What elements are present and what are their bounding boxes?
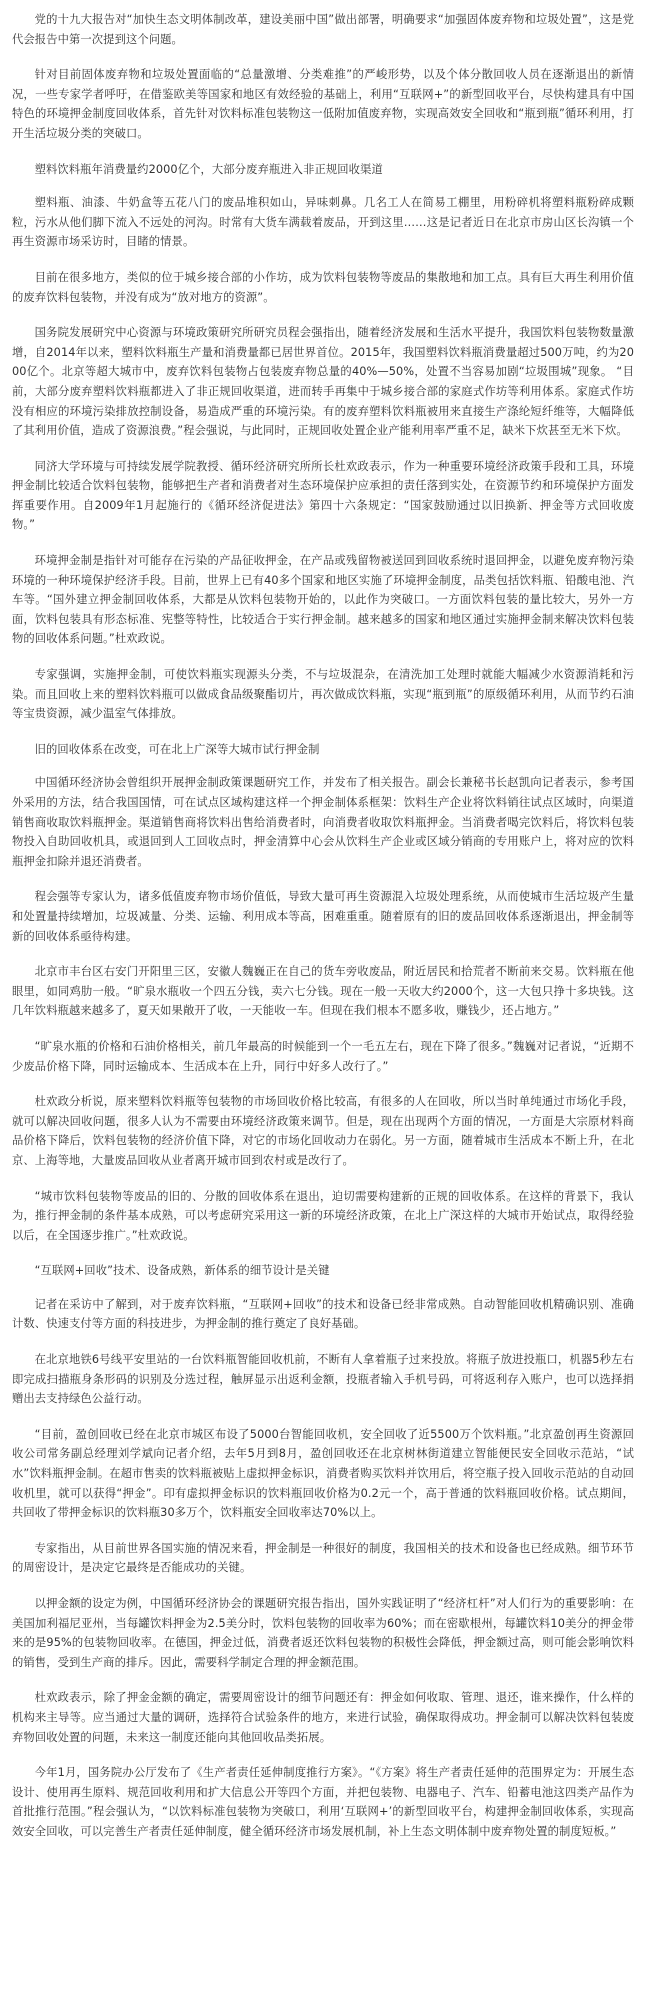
section-subheading: 旧的回收体系在改变，可在北上广深等大城市试行押金制 <box>34 742 320 756</box>
article-paragraph: 专家强调，实施押金制，可使饮料瓶实现源头分类，不与垃圾混杂，在清洗加工处理时就能大幅减少水资源消耗和污染。而且回收上来的塑料饮料瓶可以做成食品级聚酯切片，再次做成饮料瓶，实现“瓶到瓶”的原级循环利用，从而节约石油等宝贵资源，减少温室气体排放。 <box>12 668 634 721</box>
article-paragraph: 环境押金制是指针对可能存在污染的产品征收押金，在产品或残留物被送回到回收系统时退回押金，以避免废弃物污染环境的一种环境保护经济手段。目前，世界上已有40多个国家和地区实施了环境押金制度，品类包括饮料瓶、铅酸电池、汽车等。“国外建立押金制回收体系，大都是从饮料包装物开始的，以此作为突破口。一方面饮料包装的量比较大，另外一方面，饮料包装具有形态标准、宪整等特性，比较适合于实行押金制。越来越多的国家和地区通过实施押金制来解决饮料包装物的回收体系问题。”杜欢政说。 <box>12 554 634 646</box>
article-paragraph: 国务院发展研究中心资源与环境政策研究所研究员程会强指出，随着经济发展和生活水平提升，我国饮料包装物数量激增，自2014年以来，塑料饮料瓶生产量和消费量都已居世界首位。2015年，我国塑料饮料瓶消费量超过500万吨，约为2000亿个。北京等超大城市中，废弃饮料包装物占包装废弃物总量的40%—50%，处置不当容易加剧“垃圾围城”现象。 “目前，大部分废弃塑料饮料瓶都进入了非正规回收渠道，进而转手再集中于城乡接合部的家庭式作坊等利用体系。家庭式作坊没有相应的环境污染排放控制设备，易造成严重的环境污染。有的废弃塑料饮料瓶被用来直接生产涤纶短纤维等，大幅降低了其利用价值，造成了资源浪费。”程会强说，与此同时，正规回收处置企业产能利用率严重不足，缺米下炊甚至无米下炊。 <box>12 326 634 438</box>
section-subheading: 塑料饮料瓶年消费量约2000亿个，大部分废弃瓶进入非正规回收渠道 <box>34 162 383 176</box>
article-paragraph: 专家指出，从目前世界各国实施的情况来看，押金制是一种很好的制度，我国相关的技术和设备也已经成熟。细节环节的周密设计，是决定它最终是否能成功的关键。 <box>12 1541 634 1575</box>
article-paragraph: 针对目前固体废弃物和垃圾处置面临的“总量激增、分类难推”的严峻形势，以及个体分散回收人员在逐渐退出的新情况，一些专家学者呼吁，在借鉴欧美等国家和地区有效经验的基础上，利用“互联网+”的新型回收平台，尽快构建具有中国特色的环境押金制度回收体系，首先针对饮料标准包装物这一低附加值废弃物，实现高效安全回收和“瓶到瓶”循环利用，打开生活垃圾分类的突破口。 <box>12 68 634 140</box>
article-paragraph: “城市饮料包装物等废品的旧的、分散的回收体系在退出，迫切需要构建新的正规的回收体系。在这样的背景下，我认为，推行押金制的条件基本成熟，可以考虑研究采用这一新的环境经济政策，在北上广深这样的大城市开始试点，取得经验以后，在全国逐步推广。”杜欢政说。 <box>12 1189 634 1242</box>
article-paragraph: 杜欢政表示，除了押金金额的确定，需要周密设计的细节问题还有：押金如何收取、管理、退还，谁来操作，什么样的机构来主导等。应当通过大量的调研，选择符合试验条件的地方，来进行试验，确保取得成功。押金制可以解决饮料包装废弃物回收处置的问题，未来这一制度还能向其他回收品类拓展。 <box>12 1691 634 1744</box>
article-paragraph: 北京市丰台区右安门开阳里三区，安徽人魏巍正在自己的货车旁收废品，附近居民和拾荒者不断前来交易。饮料瓶在他眼里，如同鸡肋一般。“旷泉水瓶收一个四五分钱，卖六七分钱。现在一般一天收大约2000个，这一大包只挣十多块钱。这几年饮料瓶越来越多了，夏天如果敞开了收，一天能收一车。但现在我们根本不愿多收，赚钱少，还占地方。” <box>12 965 634 1018</box>
article-paragraph: 今年1月，国务院办公厅发布了《生产者责任延伸制度推行方案》。“《方案》将生产者责任延伸的范围界定为：开展生态设计、使用再生原料、规范回收利用和扩大信息公开等四个方面，并把包装物、电器电子、汽车、铅蓄电池这四类产品作为首批推行范围。”程会强认为，“以饮料标准包装物为突破口，利用‘互联网+’的新型回收平台，构建押金制回收体系，实现高效安全回收，可以完善生产者责任延伸制度，健全循环经济市场发展机制，补上生态文明体制中废弃物处置的制度短板。” <box>12 1766 634 1838</box>
article-paragraph: 杜欢政分析说，原来塑料饮料瓶等包装物的市场回收价格比较高，有很多的人在回收，所以当时单纯通过市场化手段，就可以解决回收问题，很多人认为不需要由环境经济政策来调节。但是，现在出现两个方面的情况，一方面是大宗原材料商品价格下降后，饮料包装物的经济价值下降，对它的市场化回收动力在弱化。另一方面，随着城市生活成本不断上升，在北京、上海等地，大量废品回收从业者离开城市回到农村或是改行了。 <box>12 1095 634 1167</box>
article-paragraph: “目前，盈创回收已经在北京市城区布设了5000台智能回收机，安全回收了近5500万个饮料瓶。”北京盈创再生资源回收公司常务副总经理刘学斌向记者介绍，去年5月到8月，盈创回收还在北京树林街道建立智能便民安全回收示范站，“试水”饮料瓶押金制。在超市售卖的饮料瓶被贴上虚拟押金标识，消费者购买饮料并饮用后，将空瓶子投入回收示范站的自动回收机里，就可以获得“押金”。印有虚拟押金标识的饮料瓶回收价格为0.2元一个，高于普通的饮料瓶回收价格。试点期间，共回收了带押金标识的饮料瓶30多万个，饮料瓶安全回收率达70%以上。 <box>12 1427 634 1520</box>
article-paragraph: 目前在很多地方，类似的位于城乡接合部的小作坊，成为饮料包装物等废品的集散地和加工点。具有巨大再生利用价值的废弃饮料包装物，并没有成为“放对地方的资源”。 <box>12 270 634 304</box>
article-paragraph: “旷泉水瓶的价格和石油价格相关，前几年最高的时候能到一个一毛五左右，现在下降了很多。”魏巍对记者说，“近期不少废品价格下降，同时运输成本、生活成本在上升，同行中好多人改行了。” <box>12 1039 634 1073</box>
article-paragraph: 中国循环经济协会曾组织开展押金制政策课题研究工作，并发布了相关报告。副会长兼秘书长赵凯向记者表示，参考国外采用的方法，结合我国国情，可在试点区域构建这样一个押金制体系框架：饮料生产企业将饮料销往试点区域时，向渠道销售商收取饮料瓶押金。渠道销售商将饮料出售给消费者时，向消费者收取饮料瓶押金。当消费者喝完饮料后，将饮料包装物投入自助回收机具，或退回到人工回收点时，押金清算中心会从饮料生产企业或区域分销商的专用账户上，将对应的饮料瓶押金扣除并退还消费者。 <box>12 776 634 868</box>
article-paragraph: 记者在采访中了解到，对于废弃饮料瓶，“互联网+回收”的技术和设备已经非常成熟。自动智能回收机精确识别、准确计数、快速支付等方面的科技进步，为押金制的推行奠定了良好基础。 <box>12 1297 634 1331</box>
article-paragraph: 以押金额的设定为例，中国循环经济协会的课题研究报告指出，国外实践证明了“经济杠杆”对人们行为的重要影响：在美国加利福尼亚州，当每罐饮料押金为2.5美分时，饮料包装物的回收率为60%；而在密歇根州，每罐饮料10美分的押金带来的是95%的包装物回收率。在德国，押金过低，消费者返还饮料包装物的积极性会降低，押金额过高，则可能会影响饮料的销售，受到生产商的排斥。因此，需要科学制定合理的押金额范围。 <box>12 1597 634 1669</box>
article-paragraph: 同济大学环境与可持续发展学院教授、循环经济研究所所长杜欢政表示，作为一种重要环境经济政策手段和工具，环境押金制比较适合饮料包装物，能够把生产者和消费者对生态环境保护应承担的责任落到实处，在资源节约和环境保护方面发挥重要作用。自2009年1月起施行的《循环经济促进法》第四十六条规定：“国家鼓励通过以旧换新、押金等方式回收废物。” <box>12 459 634 532</box>
article-paragraph: 在北京地铁6号线平安里站的一台饮料瓶智能回收机前，不断有人拿着瓶子过来投放。将瓶子放进投瓶口，机器5秒左右即完成扫描瓶身条形码的识别及分选过程，触屏显示出返利金额，投瓶者输入手机号码，可将返利存入账户，也可以选择捐赠出去支持绿色公益行动。 <box>12 1353 634 1406</box>
article-paragraph: 程会强等专家认为，诸多低值废弃物市场价值低，导致大量可再生资源混入垃圾处理系统，从而使城市生活垃圾产生量和处置量持续增加，垃圾减量、分类、运输、利用成本等高，困难重重。随着原有的旧的废品回收体系逐渐退出，押金制等新的回收体系亟待构建。 <box>12 890 634 943</box>
section-subheading: “互联网+回收”技术、设备成熟，新体系的细节设计是关键 <box>34 1264 330 1278</box>
article-paragraph: 党的十九大报告对“加快生态文明体制改革，建设美丽中国”做出部署，明确要求“加强固体废弃物和垃圾处置”，这是党代会报告中第一次提到这个问题。 <box>12 13 634 46</box>
article-paragraph: 塑料瓶、油漆、牛奶盒等五花八门的废品堆积如山，异味刺鼻。几名工人在简易工棚里，用粉碎机将塑料瓶粉碎成颗粒，污水从他们脚下流入不远处的河沟。时常有大货车满载着废品，开到这里……这是记者近日在北京市房山区长沟镇一个再生资源市场采访时，目睹的情景。 <box>12 196 634 249</box>
